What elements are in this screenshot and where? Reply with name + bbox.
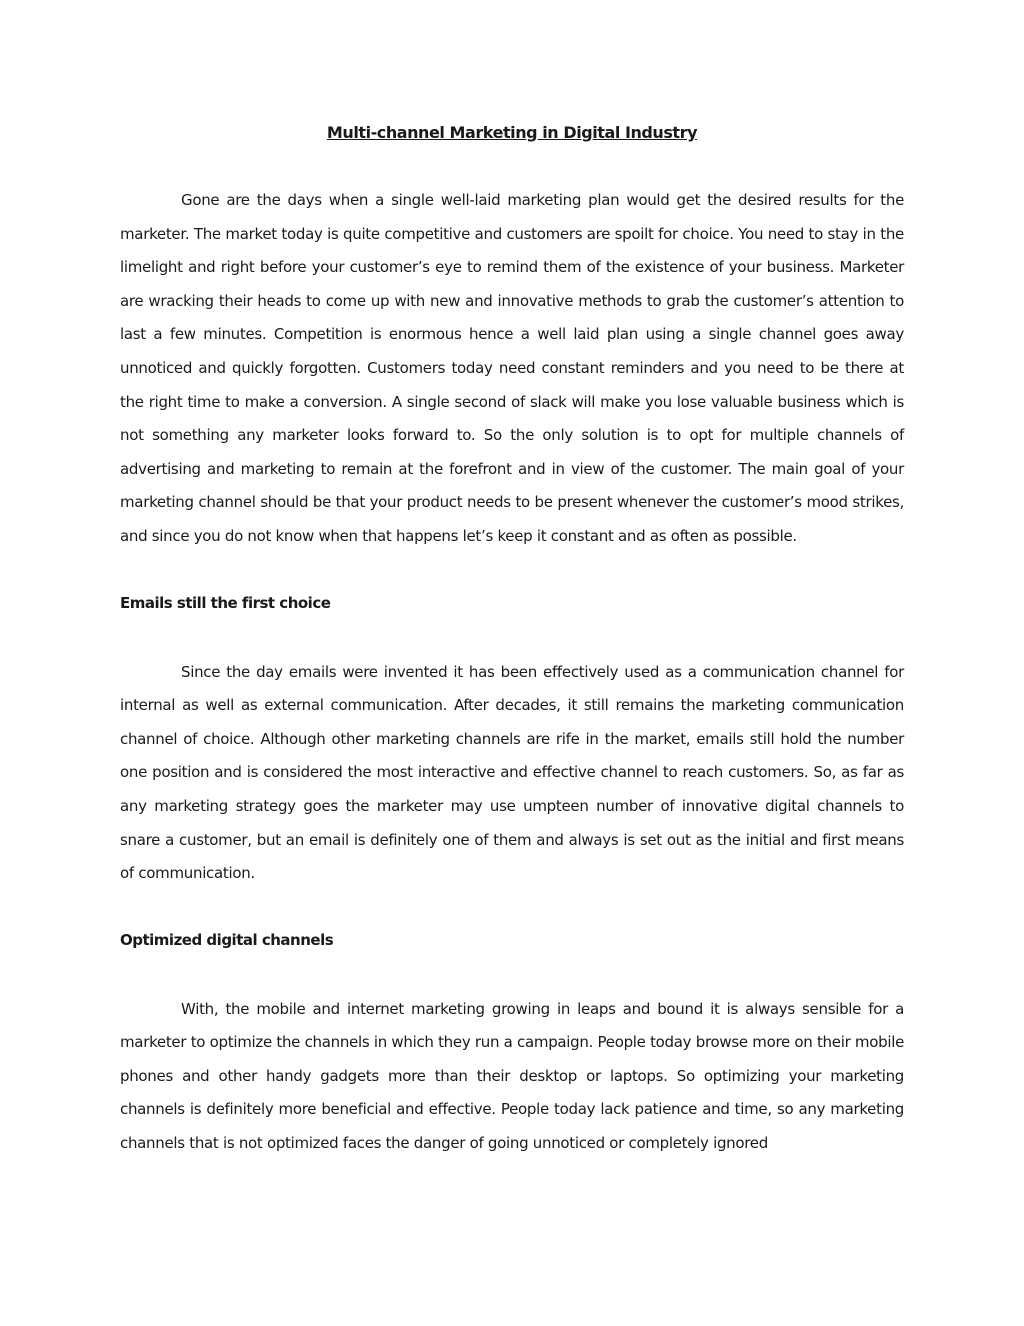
- document-title: Multi-channel Marketing in Digital Industry: [326, 123, 698, 142]
- intro-paragraph: Gone are the days when a single well-laid marketing plan would get the desired results for the marketer. The market today is quite competitive and customers are spoilt for choice. You need to stay in the limelight and right before your customer’s eye to remind them of the existence of your business. Marketer are wracking their heads to come up with new and innovative methods to grab the customer’s attention to last a few minutes. Competition is enormous hence a well laid plan using a single channel goes away unnoticed and quickly forgotten. Customers today need constant reminders and you need to be there at the right time to make a conversion. A single second of slack will make you lose valuable business which is not something any marketer looks forward to. So the only solution is to opt for multiple channels of advertising and marketing to remain at the forefront and in view of the customer. The main goal of your marketing channel should be that your product needs to be present whenever the customer’s mood strikes, and since you do not know when that happens let’s keep it constant and as often as possible.: [120, 191, 904, 545]
- spacer: [120, 618, 904, 656]
- spacer: [120, 955, 904, 993]
- emails-paragraph: Since the day emails were invented it has been effectively used as a communication channel for internal as well as external communication. After decades, it still remains the marketing communication channel of choice. Although other marketing channels are rife in the market, emails still hold the number one position and is considered the most interactive and effective channel to reach customers. So, as far as any marketing strategy goes the marketer may use umpteen number of innovative digital channels to snare a customer, but an email is definitely one of them and always is set out as the initial and first means of communication.: [120, 662, 904, 883]
- section-heading-emails: Emails still the first choice: [120, 593, 331, 612]
- spacer: [120, 554, 904, 588]
- spacer: [120, 891, 904, 925]
- optimized-paragraph: With, the mobile and internet marketing growing in leaps and bound it is always sensible for a marketer to optimize the channels in which they run a campaign. People today browse more on their mobile phones and other handy gadgets more than their desktop or laptops. So optimizing your marketing channels is definitely more beneficial and effective. People today lack patience and time, so any marketing channels that is not optimized faces the danger of going unnoticed or completely ignored: [120, 999, 904, 1153]
- document-body: [120, 118, 904, 1161]
- section-heading-optimized: Optimized digital channels: [120, 930, 334, 949]
